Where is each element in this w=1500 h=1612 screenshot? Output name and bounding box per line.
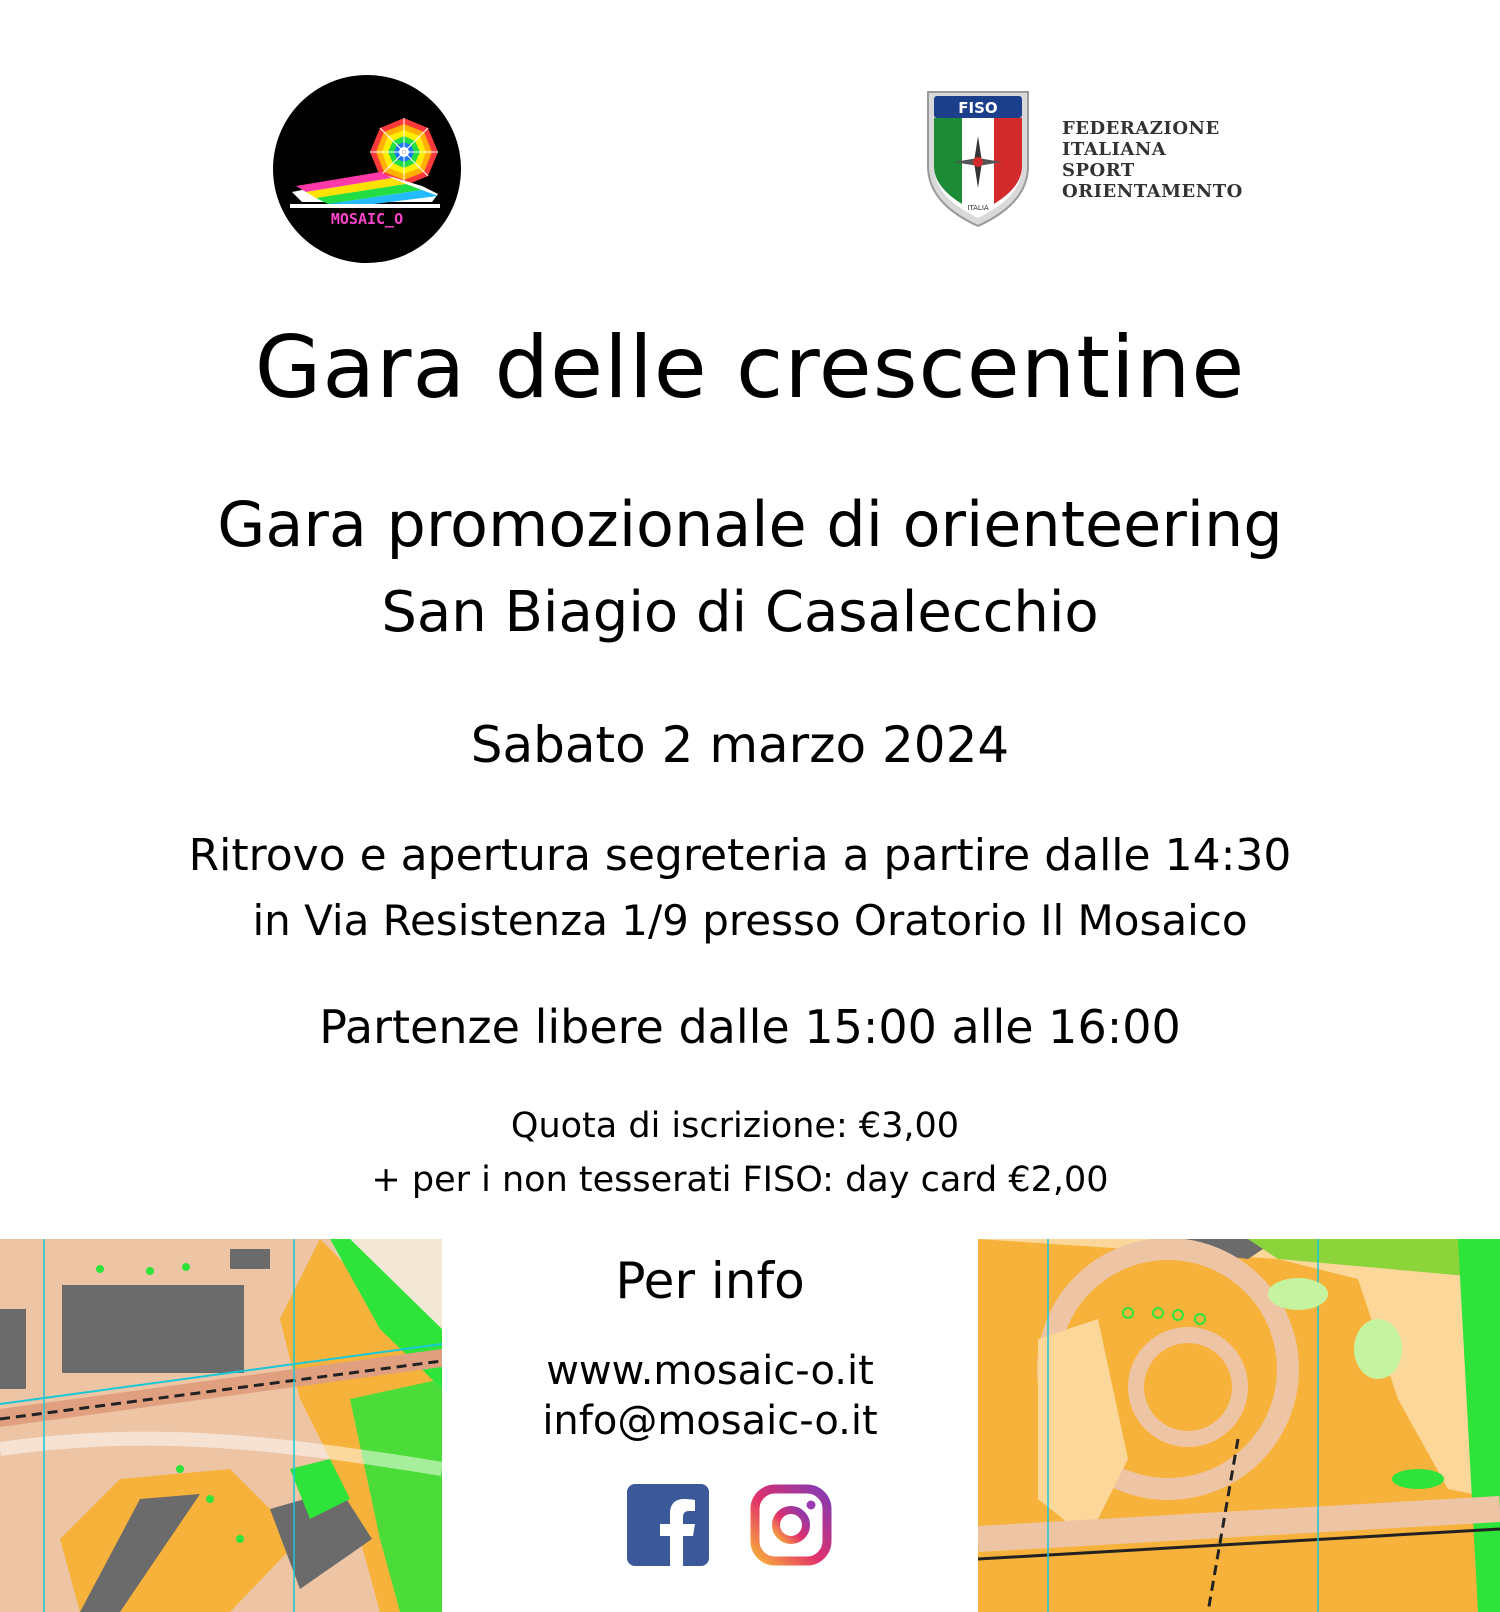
meeting-time: Ritrovo e apertura segreteria a partire dalle 14:30 [188, 830, 1292, 881]
event-location: San Biagio di Casalecchio [381, 580, 1099, 645]
mosaic-o-logo [272, 74, 462, 264]
federation-line: FEDERAZIONE [1062, 118, 1220, 139]
instagram-icon[interactable] [750, 1484, 832, 1566]
federation-line: SPORT [1062, 160, 1135, 181]
event-date: Sabato 2 marzo 2024 [470, 716, 1010, 774]
federation-line: ORIENTAMENTO [1062, 181, 1243, 202]
federation-name [1062, 118, 1243, 202]
info-heading: Per info [615, 1252, 805, 1310]
facebook-icon[interactable] [627, 1484, 709, 1566]
meeting-address: in Via Resistenza 1/9 presso Oratorio Il Mosaico [252, 896, 1248, 945]
orienteering-map-left [0, 1239, 442, 1612]
mosaic-wordmark: MOSAIC_O [330, 210, 404, 228]
event-title: Gara delle crescentine [254, 318, 1246, 418]
fiso-badge-text: FISO [958, 99, 998, 117]
website-link[interactable]: www.mosaic-o.it [546, 1348, 874, 1394]
fiso-shield-logo [924, 88, 1032, 228]
orienteering-map-right [978, 1239, 1500, 1612]
event-subtitle: Gara promozionale di orienteering [217, 488, 1283, 561]
email-link[interactable]: info@mosaic-o.it [542, 1398, 878, 1444]
federation-line: ITALIANA [1062, 139, 1167, 160]
day-card-fee: + per i non tesserati FISO: day card €2,00 [371, 1160, 1109, 1200]
fiso-badge-sub: ITALIA [967, 204, 989, 212]
start-times: Partenze libere dalle 15:00 alle 16:00 [319, 1000, 1181, 1054]
entry-fee: Quota di iscrizione: €3,00 [510, 1106, 960, 1146]
